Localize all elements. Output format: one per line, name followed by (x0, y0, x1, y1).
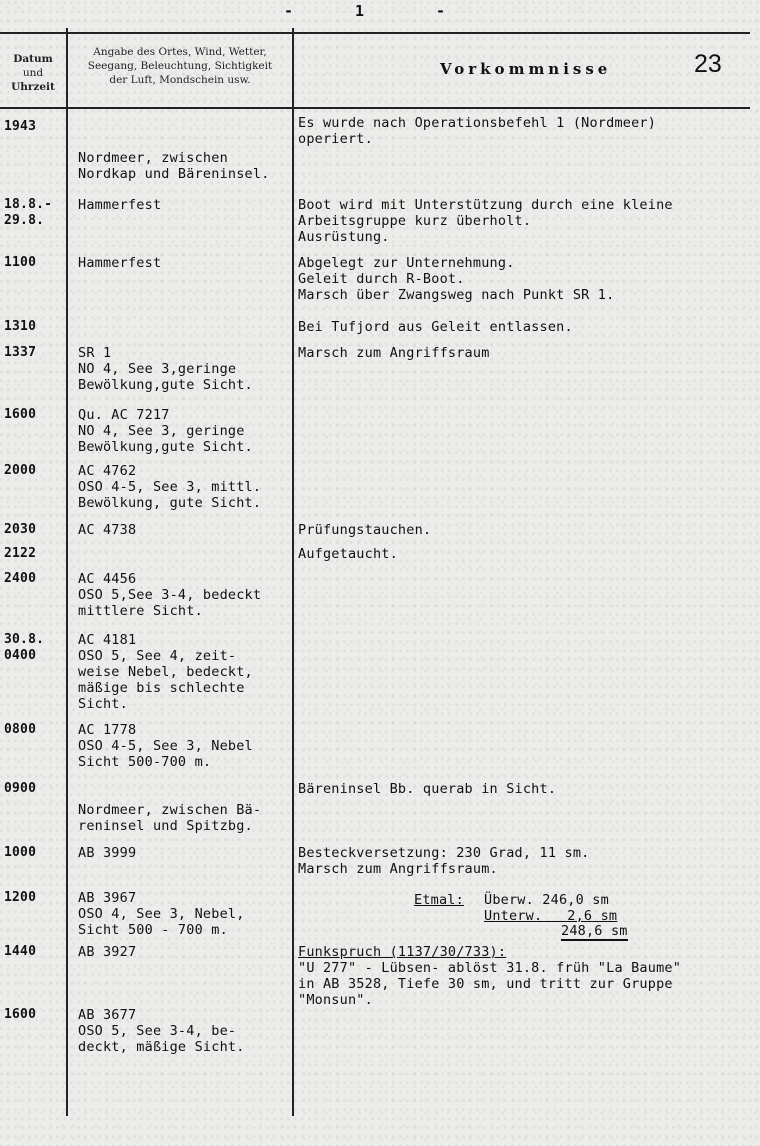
entry-event: Abgelegt zur Unternehmung. (298, 255, 515, 271)
entry-location: OSO 4-5, See 3, Nebel (78, 738, 253, 754)
entry-event: operiert. (298, 131, 373, 147)
etmal-line: 248,6 sm (561, 923, 628, 939)
entry-location: Nordmeer, zwischen (78, 150, 228, 166)
entry-time: 2030 (4, 522, 37, 537)
entry-location: OSO 4, See 3, Nebel, (78, 906, 245, 922)
entry-location: AC 4738 (78, 522, 137, 538)
entry-location: AB 3677 (78, 1007, 137, 1023)
entry-event: Es wurde nach Operationsbefehl 1 (Nordmeer) (298, 115, 657, 131)
entry-location: Nordkap und Bäreninsel. (78, 166, 270, 182)
entry-location: OSO 5, See 4, zeit- (78, 648, 237, 664)
entry-time: 2000 (4, 463, 37, 478)
entry-location: mittlere Sicht. (78, 603, 203, 619)
column-divider-2 (292, 28, 294, 1116)
entry-location: AB 3927 (78, 944, 137, 960)
entry-location: Hammerfest (78, 197, 162, 213)
entry-time: 1600 (4, 407, 37, 422)
top-mark-right: - (436, 2, 446, 20)
entry-event: Arbeitsgruppe kurz überholt. (298, 213, 532, 229)
entry-location: Sicht. (78, 696, 128, 712)
entry-time: 1100 (4, 255, 37, 270)
entry-location: weise Nebel, bedeckt, (78, 664, 253, 680)
entry-location: AC 4456 (78, 571, 137, 587)
entry-location: Bewölkung,gute Sicht. (78, 377, 253, 393)
header-date-time: Datum und Uhrzeit (11, 53, 55, 93)
entry-time: 1000 (4, 845, 37, 860)
entry-location: deckt, mäßige Sicht. (78, 1039, 245, 1055)
entry-event: Funkspruch (1137/30/733): (298, 944, 507, 960)
entry-location: OSO 4-5, See 3, mittl. (78, 479, 262, 495)
entry-time: 2400 (4, 571, 37, 586)
entry-event: Boot wird mit Unterstützung durch eine kleine (298, 197, 673, 213)
entry-time: 0400 (4, 648, 37, 663)
etmal-line: Unterw. 2,6 sm (484, 908, 618, 924)
entry-location: NO 4, See 3,geringe (78, 361, 237, 377)
entry-time: 18.8.- (4, 197, 53, 212)
entry-time: 1337 (4, 345, 37, 360)
entry-event: Besteckversetzung: 230 Grad, 11 sm. (298, 845, 590, 861)
top-mark-left: - (284, 2, 294, 20)
entry-event: Aufgetaucht. (298, 546, 398, 562)
header-location-weather: Angabe des Ortes, Wind, Wetter, Seegang, Beleuchtung, Sichtigkeit der Luft, Mondschein usw. (87, 46, 273, 86)
entry-time: 2122 (4, 546, 37, 561)
column-divider-1 (66, 28, 68, 1116)
entry-time: 29.8. (4, 213, 45, 228)
entry-location: Sicht 500 - 700 m. (78, 922, 228, 938)
entry-time: 1600 (4, 1007, 37, 1022)
entry-location: AC 4762 (78, 463, 137, 479)
entry-time: 0800 (4, 722, 37, 737)
entry-time: 1943 (4, 119, 37, 134)
entry-location: AC 4181 (78, 632, 137, 648)
entry-location: SR 1 (78, 345, 112, 361)
entry-location: AC 1778 (78, 722, 137, 738)
entry-location: mäßige bis schlechte (78, 680, 245, 696)
entry-location: AB 3967 (78, 890, 137, 906)
entry-event: "Monsun". (298, 992, 373, 1008)
entry-location: Hammerfest (78, 255, 162, 271)
entry-location: reninsel und Spitzbg. (78, 818, 253, 834)
entry-location: AB 3999 (78, 845, 137, 861)
entry-location: OSO 5,See 3-4, bedeckt (78, 587, 262, 603)
header-bottom-rule (0, 107, 750, 109)
entry-time: 1310 (4, 319, 37, 334)
entry-location: Nordmeer, zwischen Bä- (78, 802, 262, 818)
entry-event: in AB 3528, Tiefe 30 sm, und tritt zur Gruppe (298, 976, 673, 992)
entry-event: Marsch zum Angriffsraum (298, 345, 490, 361)
etmal-label: Etmal: (414, 892, 464, 908)
entry-event: Bäreninsel Bb. querab in Sicht. (298, 781, 557, 797)
entry-location: NO 4, See 3, geringe (78, 423, 245, 439)
entry-location: Qu. AC 7217 (78, 407, 170, 423)
entry-event: Ausrüstung. (298, 229, 390, 245)
entry-event: Geleit durch R-Boot. (298, 271, 465, 287)
entry-location: Bewölkung, gute Sicht. (78, 495, 262, 511)
entry-time: 0900 (4, 781, 37, 796)
entry-time: 1440 (4, 944, 37, 959)
entry-location: Bewölkung,gute Sicht. (78, 439, 253, 455)
entry-location: OSO 5, See 3-4, be- (78, 1023, 237, 1039)
entry-event: "U 277" - Lübsen- ablöst 31.8. früh "La Baume" (298, 960, 682, 976)
entry-event: Bei Tufjord aus Geleit entlassen. (298, 319, 573, 335)
entry-location: Sicht 500-700 m. (78, 754, 212, 770)
page-number: 23 (694, 50, 722, 78)
entry-event: Marsch über Zwangsweg nach Punkt SR 1. (298, 287, 615, 303)
header-events-title: Vorkommnisse (440, 60, 612, 78)
entry-event: Prüfungstauchen. (298, 522, 432, 538)
table-top-rule (0, 32, 750, 34)
entry-time: 1200 (4, 890, 37, 905)
top-mark-center: 1 (355, 2, 365, 20)
entry-event: Marsch zum Angriffsraum. (298, 861, 498, 877)
etmal-line: Überw. 246,0 sm (484, 892, 609, 908)
entry-time: 30.8. (4, 632, 45, 647)
